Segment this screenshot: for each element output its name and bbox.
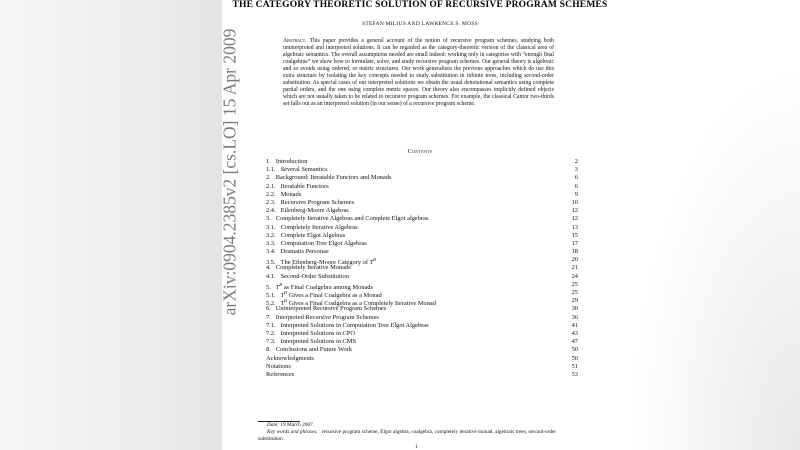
- toc-entry-title: References: [266, 370, 295, 378]
- toc-entry-title: $T^H$ Gives a Final Coalgebra as a Monad: [280, 290, 382, 300]
- toc-entry-page: 50: [571, 354, 578, 362]
- toc-entry-number: 2.: [266, 174, 271, 182]
- toc-entry-title: Several Semantics: [280, 166, 328, 174]
- toc-entry-label: [266, 248, 329, 256]
- toc-entry[interactable]: [266, 199, 578, 207]
- toc-entry-page: 10: [571, 198, 578, 206]
- toc-entry-label: [266, 346, 352, 354]
- toc-entry-page: 2: [574, 158, 578, 165]
- toc-entry-page: 6: [574, 182, 578, 190]
- toc-entry[interactable]: [266, 191, 578, 199]
- toc-entry[interactable]: [266, 183, 578, 191]
- toc-entry-title: Interpreted Solutions in CMS: [280, 338, 357, 346]
- toc-entry-title: Introduction: [275, 158, 308, 165]
- toc-entry-label: [266, 166, 328, 174]
- toc-entry-page: 24: [571, 272, 578, 280]
- toc-entry[interactable]: [266, 314, 578, 322]
- toc-entry-page: 43: [571, 329, 578, 337]
- toc-entry-label: [266, 199, 354, 207]
- toc-entry-title: Interpreted Recursive Program Schemes: [275, 313, 379, 321]
- toc-entry-page: 3: [574, 166, 578, 174]
- toc-entry-number: 5.: [266, 283, 271, 291]
- paper-title: THE CATEGORY THEORETIC SOLUTION OF RECURSIVE PROGRAM SCHEMES: [232, 0, 608, 10]
- toc-entry-number: 7.2.: [266, 329, 276, 337]
- toc-entry-page: 53: [571, 370, 578, 378]
- toc-entry-label: [266, 174, 392, 182]
- table-of-contents: [266, 158, 578, 379]
- toc-entry-title: Background: Iteratable Functors and Monads: [275, 174, 392, 182]
- toc-entry-number: 3.5.: [266, 259, 276, 267]
- toc-entry-label: [266, 330, 355, 338]
- toc-entry[interactable]: [266, 338, 578, 346]
- toc-entry-title: $T^H$ Gives a Final Coalgebra as a Completely Iterative Monad: [280, 298, 436, 308]
- toc-entry-title: Conclusions and Future Work: [275, 346, 353, 354]
- toc-entry[interactable]: [266, 215, 578, 223]
- toc-entry-title: Uninterpreted Recursive Program Schemes: [275, 305, 387, 313]
- toc-entry-page: 30: [571, 305, 578, 313]
- toc-entry[interactable]: [266, 207, 578, 215]
- toc-entry-page: 29: [571, 297, 578, 305]
- toc-entry[interactable]: [266, 166, 578, 174]
- toc-entry-number: 3.2.: [266, 231, 276, 239]
- toc-entry[interactable]: [266, 158, 578, 166]
- toc-entry-page: 13: [571, 223, 578, 231]
- toc-entry[interactable]: [266, 281, 578, 289]
- toc-entry[interactable]: [266, 322, 578, 330]
- toc-entry-title: Completely Iterative Algebras and Complete Elgot algebras: [275, 215, 429, 223]
- toc-entry-number: 3.: [266, 215, 271, 223]
- toc-entry[interactable]: [266, 232, 578, 240]
- toc-entry-label: [266, 322, 429, 330]
- toc-entry[interactable]: [266, 330, 578, 338]
- toc-entry[interactable]: [266, 355, 578, 363]
- toc-entry[interactable]: [266, 346, 578, 354]
- toc-entry-number: 7.3.: [266, 338, 276, 346]
- toc-entry-number: 4.: [266, 264, 271, 272]
- toc-entry-title: Computation Tree Elgot Algebras: [280, 239, 367, 247]
- toc-entry-number: 2.2.: [266, 190, 276, 198]
- abstract: [283, 38, 554, 108]
- toc-entry-title: $T^H$ as Final Coalgebra among Monads: [275, 281, 373, 291]
- toc-entry-page: 6: [574, 174, 578, 182]
- toc-entry-page: 51: [571, 362, 578, 370]
- toc-entry-number: 6.: [266, 305, 271, 313]
- toc-entry-title: The Eilenberg-Moore Category of $T^H$: [280, 257, 377, 267]
- toc-entry-number: 1.1.: [266, 166, 276, 174]
- toc-entry-number: 3.1.: [266, 223, 276, 231]
- toc-entry-title: Second-Order Substitution: [280, 272, 349, 280]
- toc-entry[interactable]: [266, 240, 578, 248]
- toc-entry-page: 50: [571, 346, 578, 354]
- toc-entry-page: 9: [574, 190, 578, 198]
- toc-entry-title: Monads: [280, 190, 302, 198]
- date-value: 19 March 2007.: [280, 422, 315, 428]
- toc-entry-label: [266, 183, 329, 191]
- toc-entry-page: 12: [571, 215, 578, 223]
- toc-entry-title: Interpreted Solutions in CPO: [280, 329, 355, 337]
- toc-entry-label: [266, 297, 436, 308]
- toc-entry[interactable]: [266, 174, 578, 182]
- toc-entry-label: [266, 363, 291, 371]
- toc-entry[interactable]: [266, 256, 578, 267]
- toc-entry-label: [266, 314, 379, 322]
- toc-entry-label: [266, 264, 351, 272]
- toc-entry-title: Interpreted Solutions in Computation Tree Elgot Algebras: [280, 321, 429, 329]
- toc-entry-page: 25: [571, 280, 578, 288]
- toc-entry[interactable]: [266, 264, 578, 272]
- toc-entry-label: [266, 355, 314, 363]
- toc-entry[interactable]: [266, 224, 578, 232]
- toc-entry-title: Iteratable Functors: [280, 182, 329, 190]
- toc-entry-title: Notations: [266, 362, 291, 370]
- toc-entry-label: [266, 224, 358, 232]
- toc-entry-number: 2.1.: [266, 182, 276, 190]
- toc-entry-page: 25: [571, 289, 578, 296]
- toc-entry-page: 18: [571, 248, 578, 256]
- toc-entry-label: [266, 256, 377, 267]
- toc-entry-page: 17: [571, 239, 578, 247]
- toc-entry-page: 15: [571, 231, 578, 239]
- toc-entry[interactable]: [266, 363, 578, 371]
- toc-entry-page: 12: [571, 207, 578, 215]
- toc-entry-page: 36: [571, 313, 578, 321]
- paper-authors: STEFAN MILIUS AND LAWRENCE S. MOSS: [362, 21, 478, 27]
- toc-entry-number: 3.3.: [266, 239, 276, 247]
- toc-entry-title: Recursive Program Schemes: [280, 198, 355, 206]
- date-label: Date:: [267, 422, 280, 428]
- toc-entry-number: 2.4.: [266, 207, 276, 215]
- toc-entry-label: [266, 289, 382, 300]
- viewer-background-left: [0, 0, 222, 450]
- toc-entry-label: [266, 158, 307, 166]
- toc-entry-number: 7.: [266, 313, 271, 321]
- toc-entry[interactable]: [266, 297, 578, 308]
- toc-entry-label: [266, 232, 345, 240]
- toc-entry[interactable]: [266, 273, 578, 281]
- toc-entry-label: [266, 240, 367, 248]
- toc-entry-page: 21: [571, 264, 578, 272]
- keywords-value: recursive program scheme, Elgot algebra, coalgebra, completely iterative monad, algebraic trees, second-order substitution .: [258, 429, 557, 442]
- toc-entry-label: [266, 281, 373, 289]
- toc-entry-title: Completely Iterative Algebras: [280, 223, 358, 231]
- toc-entry-number: 5.2.: [266, 300, 276, 308]
- toc-entry-number: 7.1.: [266, 321, 276, 329]
- toc-entry-title: Acknowledgments: [266, 354, 314, 362]
- footnote: [258, 422, 579, 443]
- toc-entry-title: Completely Iterative Monads: [275, 264, 351, 272]
- abstract-label: Abstract.: [283, 38, 307, 44]
- toc-entry-page: 47: [571, 338, 578, 346]
- contents-heading: Contents: [407, 148, 433, 155]
- toc-entry-page: 20: [571, 256, 578, 264]
- toc-entry-number: 3.4.: [266, 248, 276, 256]
- page-number: 1: [415, 444, 418, 450]
- toc-entry[interactable]: [266, 248, 578, 256]
- toc-entry-number: 1.: [266, 158, 271, 165]
- keywords-label: Key words and phrases.: [267, 429, 318, 435]
- toc-entry-number: 8.: [266, 346, 271, 354]
- toc-entry[interactable]: [266, 289, 578, 300]
- toc-entry-label: [266, 191, 301, 199]
- toc-entry-title: Eilenberg-Moore Algebras: [280, 207, 349, 215]
- toc-entry-number: 2.3.: [266, 198, 276, 206]
- toc-entry-label: [266, 215, 428, 223]
- toc-entry-label: [266, 273, 349, 281]
- toc-entry-title: Complete Elgot Algebras: [280, 231, 346, 239]
- toc-entry-label: [266, 371, 294, 379]
- toc-entry-number: 5.1.: [266, 292, 276, 300]
- toc-entry-page: 41: [571, 321, 578, 329]
- toc-entry-number: 4.1.: [266, 272, 276, 280]
- toc-entry-label: [266, 305, 386, 313]
- toc-entry[interactable]: [266, 371, 578, 379]
- toc-entry-title: Dramatis Personae: [280, 248, 329, 256]
- viewer-background-right: [600, 0, 800, 450]
- arxiv-stamp: arXiv:0904.2385v2 [cs.LO] 15 Apr 2009: [219, 28, 240, 316]
- toc-entry-label: [266, 338, 356, 346]
- toc-entry-label: [266, 207, 349, 215]
- abstract-text: This paper provides a general account of the notion of recursive program schemes, studying both uninterpreted and interpreted solutions. It can be regarded as the category-theoretic version of the classical area of algebraic semantics. The overall assumptions needed are small indeed: working only in categories with “enough final coalgebras” we show how to formulate, solve, and study recursive program schemes. Our general theory is algebraic and so avoids using ordered, or metric structures. Our work generalizes the previous approaches which do use this extra structure by isolating the key concepts needed to study substitution in infinite trees, including second-order substitution. As special cases of our interpreted solutions we obtain the usual denotational semantics using complete partial orders, and the one using complete metric spaces. Our theory also encompasses implicitly defined objects which are not usually taken to be related to recursive program schemes. For example, the classical Cantor two-thirds set falls out as an interpreted solution (in our sense) of a recursive program scheme.: [283, 38, 554, 108]
